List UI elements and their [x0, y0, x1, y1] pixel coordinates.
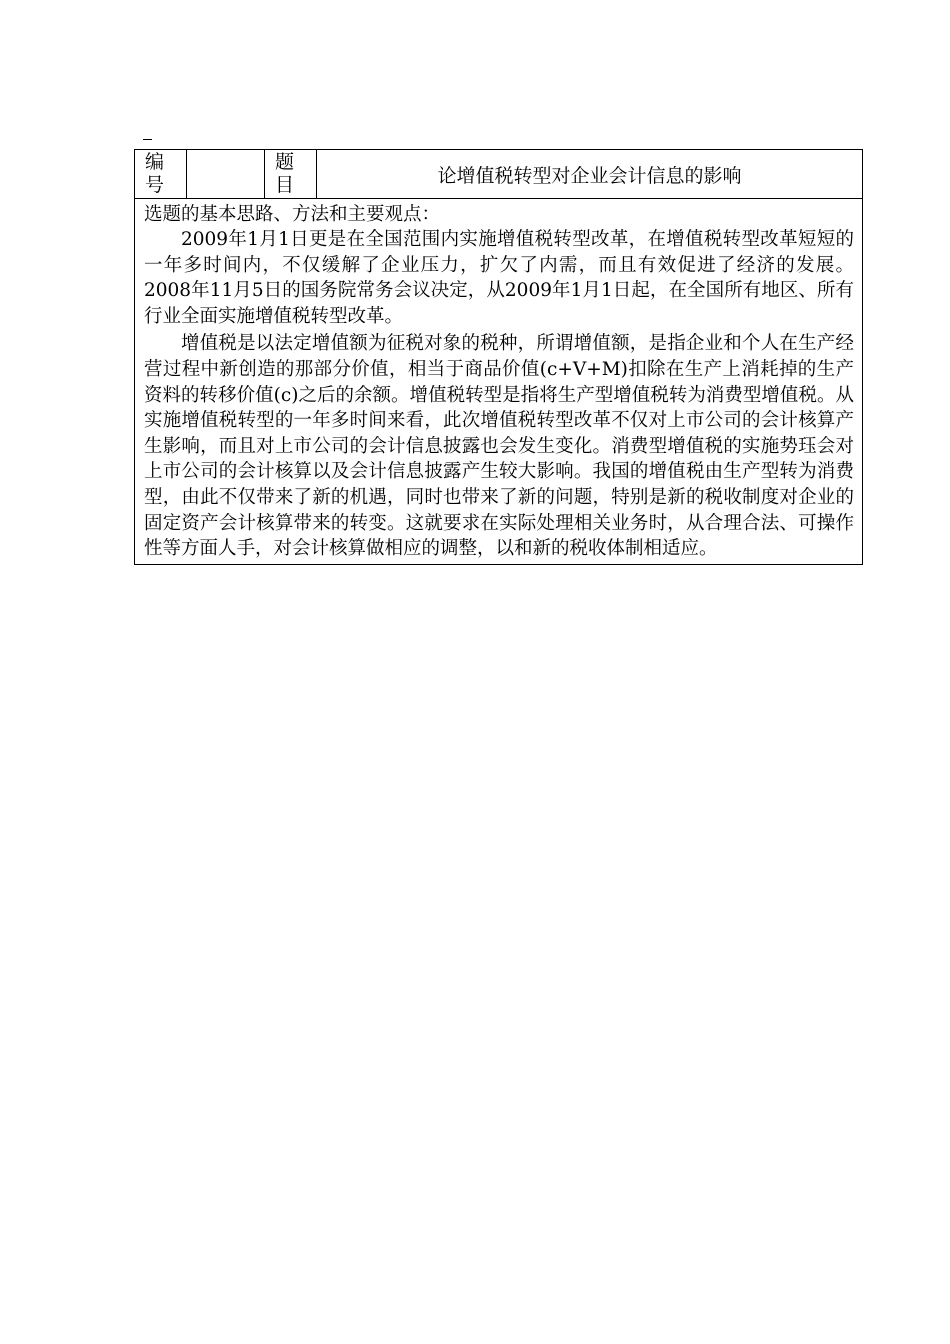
topic-title: 论增值税转型对企业会计信息的影响	[317, 150, 863, 199]
topic-label-line1: 题	[275, 151, 295, 173]
paragraph-2: 增值税是以法定增值额为征税对象的税种，所谓增值额，是指企业和个人在生产经营过程中新创造的那部分价值，相当于商品价值(c+V+M)扣除在生产上消耗掉的生产资料的转移价值(c)之后的余额。增值税转型是指将生产型增值税转为消费型增值税。从实施增值税转型的一年多时间来看，此次增值税转型改革不仅对上市公司的会计核算产生影响，而且对上市公司的会计信息披露也会发生变化。消费型增值税的实施势珏会对上市公司的会计核算以及会计信息披露产生较大影响。我国的增值税由生产型转为消费型，由此不仅带来了新的机遇，同时也带来了新的问题，特别是新的税收制度对企业的固定资产会计核算带来的转变。这就要求在实际处理相关业务时，从合理合法、可操作性等方面人手，对会计核算做相应的调整，以和新的税收体制相适应。	[144, 333, 854, 560]
section-heading: 选题的基本思路、方法和主要观点：	[144, 204, 441, 225]
header-row	[135, 150, 863, 199]
number-label-line2: 号	[145, 174, 165, 196]
header-mark	[143, 139, 152, 140]
number-label-cell	[135, 150, 187, 199]
content-row	[135, 199, 863, 565]
topic-label-cell	[265, 150, 317, 199]
proposal-table	[134, 149, 863, 565]
paragraph-1: 2009年1月1日更是在全国范围内实施增值税转型改革，在增值税转型改革短短的一年多时间内，不仅缓解了企业压力，扩欠了内需，而且有效促进了经济的发展。2008年11月5日的国务院常务会议决定，从2009年1月1日起，在全国所有地区、所有行业全面实施增值税转型改革。	[144, 229, 854, 327]
topic-label-line2: 目	[275, 174, 295, 196]
number-label-line1: 编	[145, 151, 165, 173]
content-cell	[135, 199, 863, 565]
number-value-cell	[187, 150, 265, 199]
